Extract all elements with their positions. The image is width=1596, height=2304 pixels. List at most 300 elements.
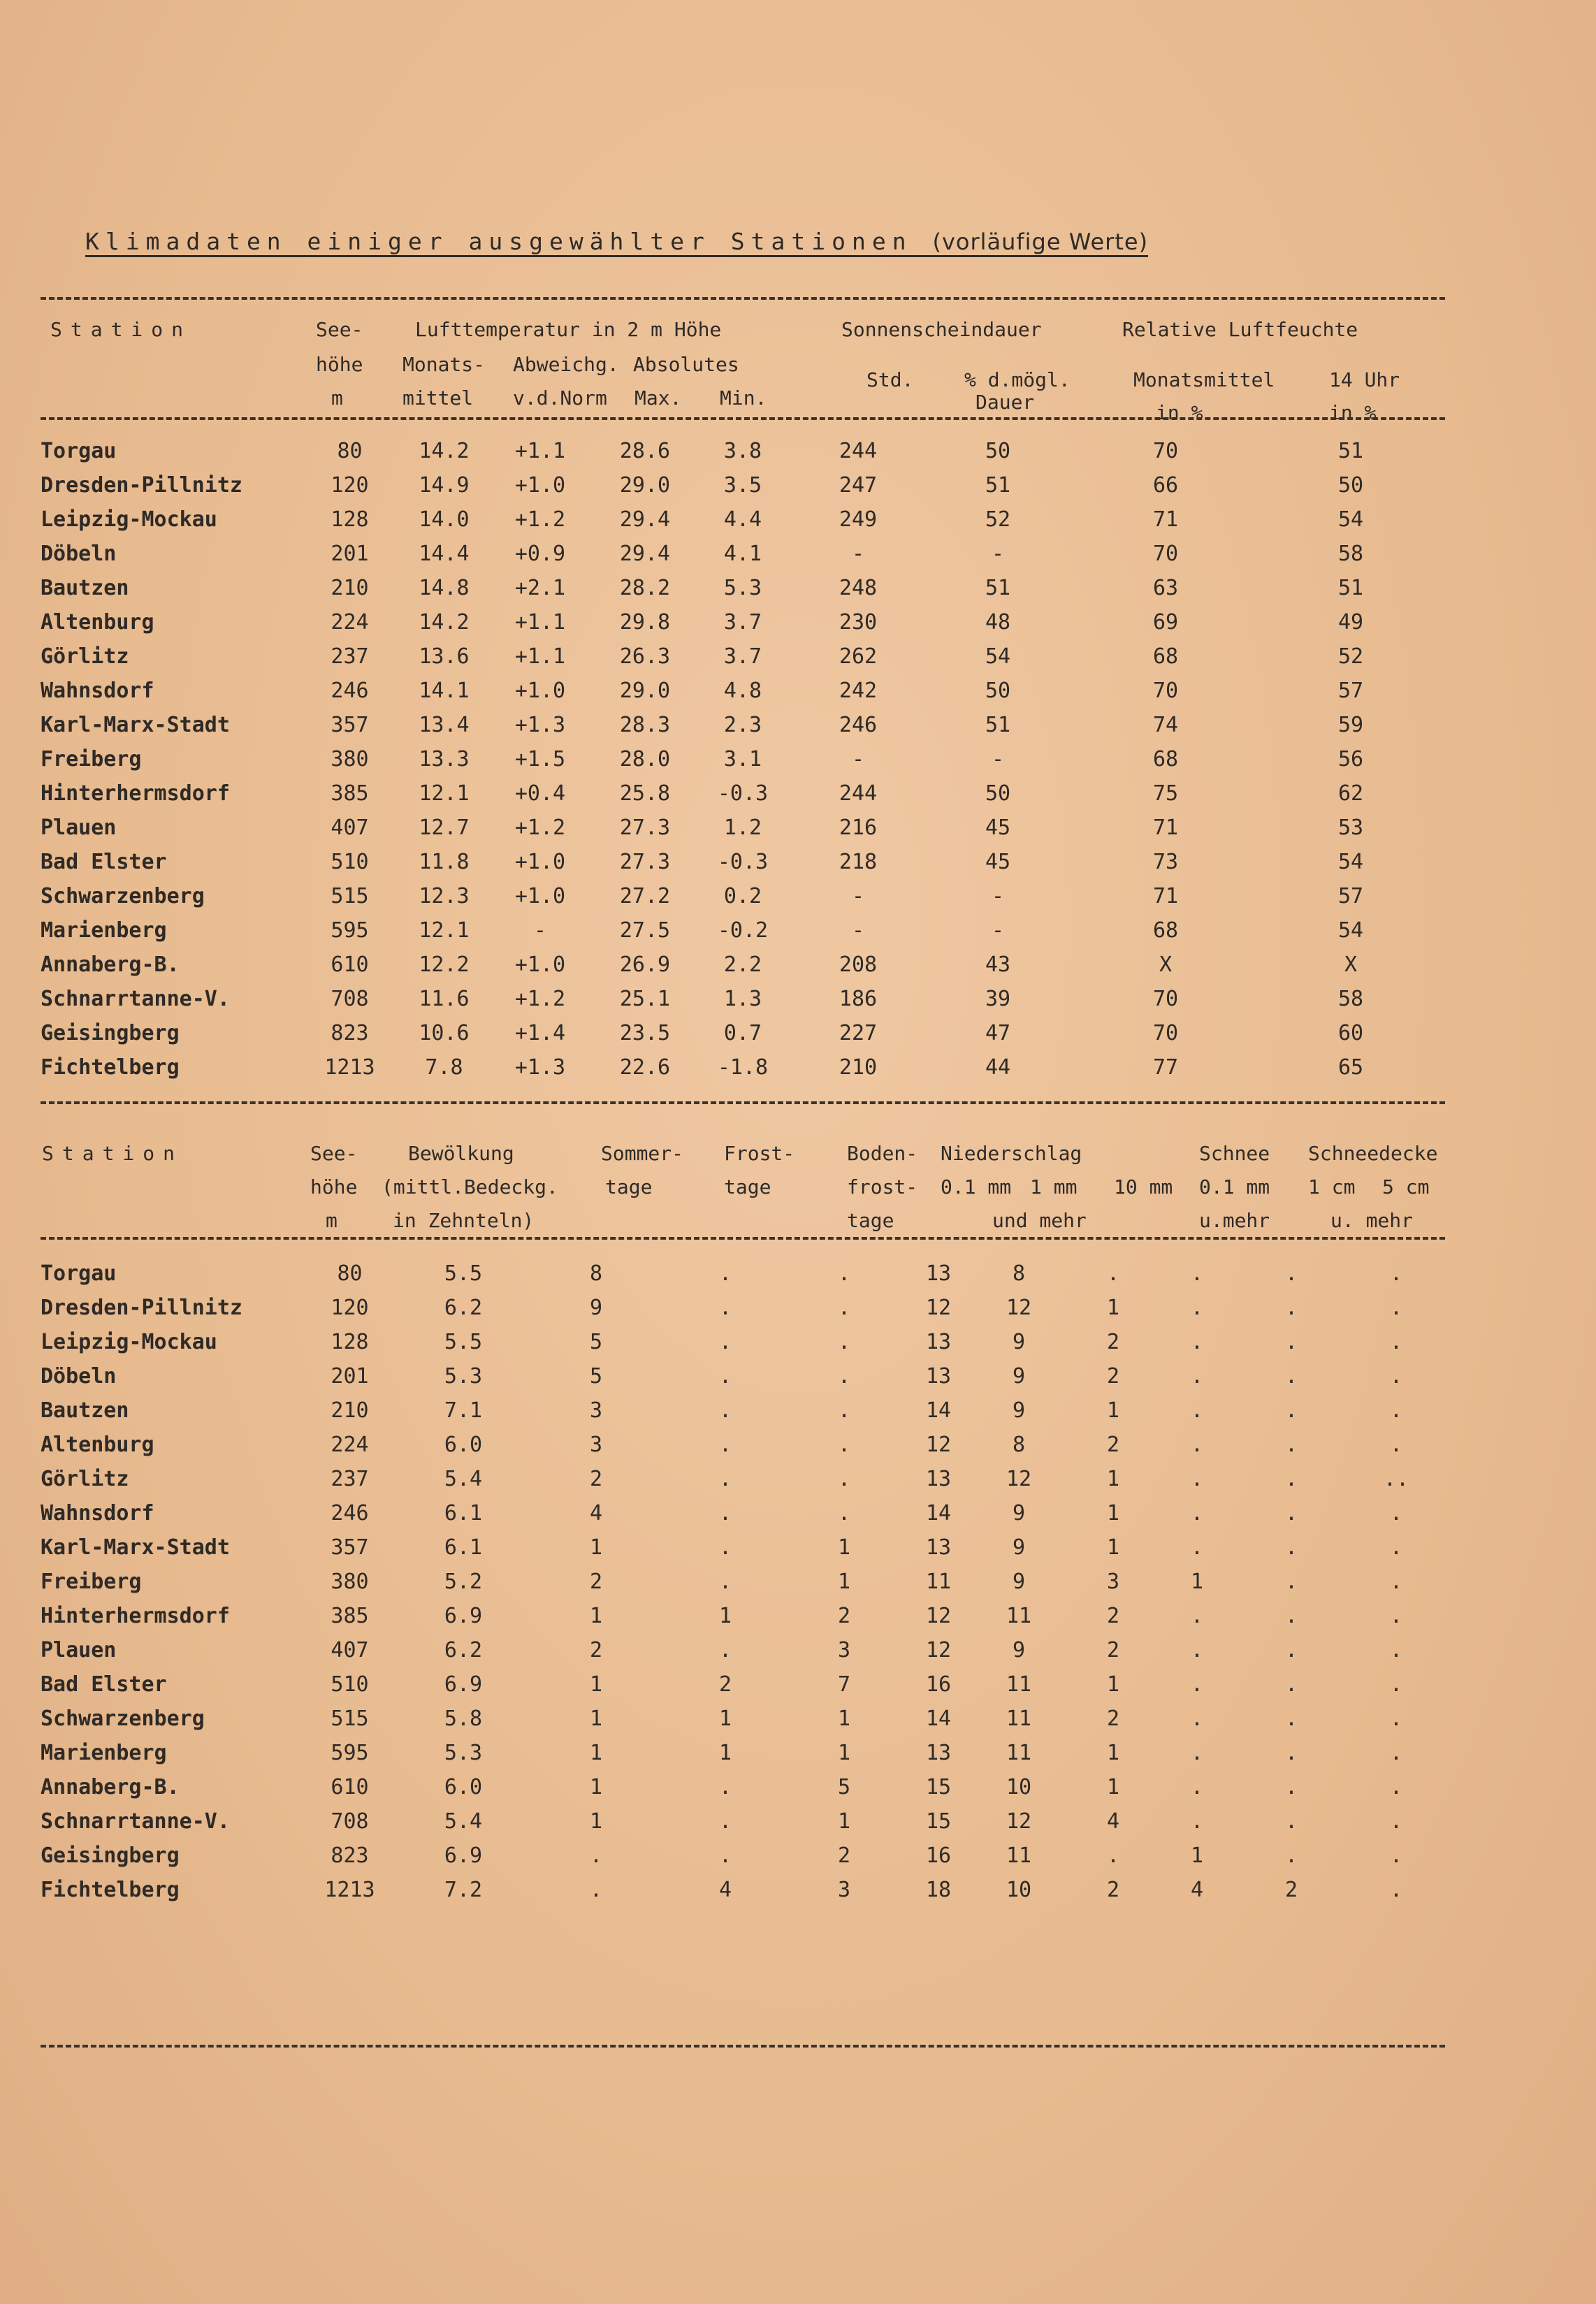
feuchte-14uhr-cell: X <box>1344 952 1358 977</box>
sommertage-cell: . <box>589 1843 603 1868</box>
frosttage-cell: . <box>718 1535 732 1560</box>
station-name-cell: Wahnsdorf <box>41 679 154 703</box>
frosttage-cell: . <box>718 1296 732 1320</box>
abweichung-cell: +0.4 <box>514 781 566 806</box>
schneedecke-5-cell: .. <box>1383 1467 1409 1491</box>
abweichung-cell: +1.0 <box>514 952 566 977</box>
sommertage-cell: 3 <box>589 1398 603 1423</box>
table-row <box>41 1462 1442 1496</box>
rel-feuchte-cell: 66 <box>1152 473 1179 498</box>
station-name-cell: Döbeln <box>41 1364 117 1389</box>
sommertage-cell: 1 <box>589 1604 603 1628</box>
rel-feuchte-cell: X <box>1159 952 1173 977</box>
seehoehe-cell: 823 <box>331 1021 369 1045</box>
seehoehe-cell: 80 <box>337 439 363 463</box>
sonnen-pct-cell: 51 <box>985 473 1011 498</box>
seehoehe-cell: 246 <box>331 679 369 703</box>
sonnen-std-cell: 246 <box>839 713 878 737</box>
max-cell: 29.4 <box>619 507 671 532</box>
rule-top <box>41 297 1445 300</box>
table-row <box>41 571 1438 605</box>
table-row <box>41 845 1438 879</box>
abweichung-cell: +1.0 <box>514 884 566 908</box>
monatsmittel-cell: 13.6 <box>419 644 470 669</box>
rule-t1-header <box>41 417 1445 420</box>
seehoehe-cell: 380 <box>331 747 369 771</box>
feuchte-14uhr-cell: 52 <box>1337 644 1364 669</box>
feuchte-14uhr-cell: 51 <box>1337 439 1364 463</box>
station-name-cell: Bad Elster <box>41 1672 167 1697</box>
seehoehe-cell: 128 <box>331 507 369 532</box>
abweichung-cell: +1.2 <box>514 987 566 1011</box>
nieder-1-cell: 9 <box>1012 1398 1026 1423</box>
t1-absolutes: Absolutes <box>633 353 739 376</box>
seehoehe-cell: 1213 <box>324 1055 375 1080</box>
schnee-cell: . <box>1190 1707 1204 1731</box>
t1-seehoehe-1: See- <box>316 318 363 341</box>
table-row <box>41 1359 1442 1393</box>
station-name-cell: Plauen <box>41 1638 117 1662</box>
table-row <box>41 948 1438 982</box>
table-row <box>41 811 1438 845</box>
station-name-cell: Freiberg <box>41 1570 142 1594</box>
sonnen-pct-cell: 47 <box>985 1021 1011 1045</box>
station-name-cell: Dresden-Pillnitz <box>41 1296 242 1320</box>
schnee-cell: . <box>1190 1741 1204 1765</box>
sonnen-pct-cell: 50 <box>985 439 1011 463</box>
schnee-cell: . <box>1190 1261 1204 1286</box>
seehoehe-cell: 201 <box>331 542 369 566</box>
t2-decke-header: Schneedecke <box>1308 1142 1438 1165</box>
min-cell: 4.1 <box>723 542 762 566</box>
seehoehe-cell: 237 <box>331 644 369 669</box>
nieder-01-cell: 13 <box>925 1535 952 1560</box>
monatsmittel-cell: 12.2 <box>419 952 470 977</box>
t2-frost-1: Frost- <box>724 1142 795 1165</box>
sonnen-std-cell: 249 <box>839 507 878 532</box>
min-cell: 3.8 <box>723 439 762 463</box>
schneedecke-5-cell: . <box>1389 1707 1403 1731</box>
monatsmittel-cell: 14.4 <box>419 542 470 566</box>
seehoehe-cell: 515 <box>331 1707 369 1731</box>
nieder-10-cell: 1 <box>1106 1672 1120 1697</box>
monatsmittel-cell: 12.7 <box>419 816 470 840</box>
monatsmittel-cell: 11.8 <box>419 850 470 874</box>
feuchte-14uhr-cell: 57 <box>1337 679 1364 703</box>
nieder-01-cell: 16 <box>925 1843 952 1868</box>
rule-bottom <box>41 2045 1445 2048</box>
schnee-cell: . <box>1190 1535 1204 1560</box>
t1-station-header: Station <box>50 318 192 341</box>
sommertage-cell: 1 <box>589 1672 603 1697</box>
sommertage-cell: 5 <box>589 1364 603 1389</box>
sommertage-cell: 8 <box>589 1261 603 1286</box>
t2-boden-3: tage <box>847 1209 894 1232</box>
bodenfrost-cell: 1 <box>837 1707 851 1731</box>
sonnen-pct-cell: - <box>991 747 1005 771</box>
min-cell: 3.7 <box>723 644 762 669</box>
schneedecke-1-cell: . <box>1284 1535 1298 1560</box>
min-cell: -0.3 <box>717 850 769 874</box>
schneedecke-5-cell: . <box>1389 1261 1403 1286</box>
nieder-1-cell: 11 <box>1006 1672 1032 1697</box>
min-cell: -0.3 <box>717 781 769 806</box>
abweichung-cell: +2.1 <box>514 576 566 600</box>
nieder-1-cell: 12 <box>1006 1809 1032 1834</box>
rel-feuchte-cell: 77 <box>1152 1055 1179 1080</box>
nieder-1-cell: 11 <box>1006 1741 1032 1765</box>
feuchte-14uhr-cell: 57 <box>1337 884 1364 908</box>
table-row <box>41 605 1438 639</box>
t2-bew-1: Bewölkung <box>408 1142 514 1165</box>
t1-lufttemp-header: Lufttemperatur in 2 m Höhe <box>415 318 722 341</box>
seehoehe-cell: 357 <box>331 713 369 737</box>
sonnen-pct-cell: 48 <box>985 610 1011 635</box>
feuchte-14uhr-cell: 54 <box>1337 918 1364 943</box>
frosttage-cell: . <box>718 1775 732 1799</box>
monatsmittel-cell: 11.6 <box>419 987 470 1011</box>
station-name-cell: Bautzen <box>41 1398 129 1423</box>
abweichung-cell: +1.1 <box>514 644 566 669</box>
bodenfrost-cell: 3 <box>837 1878 851 1902</box>
schnee-cell: . <box>1190 1672 1204 1697</box>
nieder-10-cell: 1 <box>1106 1467 1120 1491</box>
nieder-1-cell: 9 <box>1012 1570 1026 1594</box>
schneedecke-1-cell: . <box>1284 1843 1298 1868</box>
bodenfrost-cell: . <box>837 1433 851 1457</box>
nieder-1-cell: 9 <box>1012 1501 1026 1526</box>
nieder-01-cell: 14 <box>925 1707 952 1731</box>
title-main: Klimadaten einiger ausgewählter Stationen <box>85 228 913 255</box>
feuchte-14uhr-cell: 58 <box>1337 542 1364 566</box>
t1-sonnen-header: Sonnenscheindauer <box>841 318 1042 341</box>
nieder-10-cell: 1 <box>1106 1535 1120 1560</box>
rel-feuchte-cell: 70 <box>1152 542 1179 566</box>
table-row <box>41 1016 1438 1050</box>
sonnen-std-cell: 262 <box>839 644 878 669</box>
monatsmittel-cell: 13.3 <box>419 747 470 771</box>
schnee-cell: . <box>1190 1296 1204 1320</box>
seehoehe-cell: 385 <box>331 1604 369 1628</box>
schnee-cell: . <box>1190 1809 1204 1834</box>
abweichung-cell: +0.9 <box>514 542 566 566</box>
abweichung-cell: - <box>533 918 547 943</box>
station-name-cell: Bad Elster <box>41 850 167 874</box>
feuchte-14uhr-cell: 50 <box>1337 473 1364 498</box>
max-cell: 29.8 <box>619 610 671 635</box>
t2-sommer-2: tage <box>605 1175 653 1198</box>
min-cell: 3.7 <box>723 610 762 635</box>
table1 <box>41 434 1438 1085</box>
t1-std: Std. <box>866 368 914 391</box>
table-row <box>41 1770 1442 1804</box>
monatsmittel-cell: 12.1 <box>419 918 470 943</box>
schneedecke-1-cell: . <box>1284 1330 1298 1354</box>
bewoelkung-cell: 6.2 <box>444 1638 483 1662</box>
nieder-1-cell: 10 <box>1006 1775 1032 1799</box>
seehoehe-cell: 210 <box>331 576 369 600</box>
frosttage-cell: . <box>718 1843 732 1868</box>
nieder-01-cell: 13 <box>925 1741 952 1765</box>
t2-boden-2: frost- <box>847 1175 918 1198</box>
rule-t2-header <box>41 1237 1445 1240</box>
t1-pct-1: % d.mögl. <box>964 368 1071 391</box>
max-cell: 29.0 <box>619 473 671 498</box>
sonnen-pct-cell: 50 <box>985 679 1011 703</box>
bewoelkung-cell: 6.9 <box>444 1604 483 1628</box>
max-cell: 25.1 <box>619 987 671 1011</box>
schneedecke-1-cell: . <box>1284 1707 1298 1731</box>
table-row <box>41 1839 1442 1873</box>
seehoehe-cell: 210 <box>331 1398 369 1423</box>
nieder-1-cell: 8 <box>1012 1261 1026 1286</box>
schneedecke-5-cell: . <box>1389 1364 1403 1389</box>
min-cell: 0.7 <box>723 1021 762 1045</box>
sonnen-std-cell: 208 <box>839 952 878 977</box>
t1-pct-2: Dauer <box>975 391 1035 414</box>
min-cell: 3.1 <box>723 747 762 771</box>
sonnen-std-cell: 216 <box>839 816 878 840</box>
table-row <box>41 1256 1442 1291</box>
nieder-1-cell: 9 <box>1012 1638 1026 1662</box>
t1-monats-2: mittel <box>402 386 474 410</box>
bodenfrost-cell: 1 <box>837 1535 851 1560</box>
rel-feuchte-cell: 68 <box>1152 747 1179 771</box>
schnee-cell: . <box>1190 1501 1204 1526</box>
seehoehe-cell: 510 <box>331 850 369 874</box>
schneedecke-1-cell: . <box>1284 1398 1298 1423</box>
frosttage-cell: . <box>718 1501 732 1526</box>
table-row <box>41 674 1438 708</box>
schneedecke-1-cell: . <box>1284 1261 1298 1286</box>
nieder-01-cell: 18 <box>925 1878 952 1902</box>
nieder-10-cell: 1 <box>1106 1296 1120 1320</box>
sommertage-cell: 2 <box>589 1570 603 1594</box>
abweichung-cell: +1.5 <box>514 747 566 771</box>
station-name-cell: Torgau <box>41 439 117 463</box>
bodenfrost-cell: 3 <box>837 1638 851 1662</box>
nieder-1-cell: 11 <box>1006 1604 1032 1628</box>
rel-feuchte-cell: 70 <box>1152 439 1179 463</box>
monatsmittel-cell: 10.6 <box>419 1021 470 1045</box>
nieder-01-cell: 12 <box>925 1638 952 1662</box>
seehoehe-cell: 380 <box>331 1570 369 1594</box>
seehoehe-cell: 510 <box>331 1672 369 1697</box>
t2-decke-5: 5 cm <box>1382 1175 1430 1198</box>
schneedecke-5-cell: . <box>1389 1501 1403 1526</box>
bodenfrost-cell: . <box>837 1364 851 1389</box>
monatsmittel-cell: 12.1 <box>419 781 470 806</box>
table-row <box>41 1702 1442 1736</box>
schnee-cell: . <box>1190 1330 1204 1354</box>
abweichung-cell: +1.0 <box>514 850 566 874</box>
t2-sommer-1: Sommer- <box>601 1142 684 1165</box>
table-row <box>41 913 1438 948</box>
sonnen-pct-cell: 45 <box>985 850 1011 874</box>
table-row <box>41 434 1438 468</box>
station-name-cell: Görlitz <box>41 1467 129 1491</box>
sommertage-cell: 2 <box>589 1467 603 1491</box>
seehoehe-cell: 357 <box>331 1535 369 1560</box>
bewoelkung-cell: 5.8 <box>444 1707 483 1731</box>
schneedecke-1-cell: . <box>1284 1775 1298 1799</box>
bewoelkung-cell: 5.4 <box>444 1467 483 1491</box>
monatsmittel-cell: 14.2 <box>419 610 470 635</box>
t1-monats-1: Monats- <box>402 353 486 376</box>
max-cell: 29.0 <box>619 679 671 703</box>
schneedecke-1-cell: . <box>1284 1672 1298 1697</box>
nieder-1-cell: 12 <box>1006 1467 1032 1491</box>
sommertage-cell: 5 <box>589 1330 603 1354</box>
table-row <box>41 982 1438 1016</box>
feuchte-14uhr-cell: 53 <box>1337 816 1364 840</box>
t2-bew-2: (mittl.Bedeckg. <box>382 1175 558 1198</box>
frosttage-cell: 1 <box>718 1741 732 1765</box>
bewoelkung-cell: 6.1 <box>444 1501 483 1526</box>
table-row <box>41 1050 1438 1085</box>
nieder-10-cell: 1 <box>1106 1775 1120 1799</box>
schneedecke-5-cell: . <box>1389 1296 1403 1320</box>
sonnen-std-cell: 244 <box>839 439 878 463</box>
station-name-cell: Döbeln <box>41 542 117 566</box>
max-cell: 27.2 <box>619 884 671 908</box>
feuchte-14uhr-cell: 60 <box>1337 1021 1364 1045</box>
nieder-1-cell: 10 <box>1006 1878 1032 1902</box>
bodenfrost-cell: . <box>837 1467 851 1491</box>
nieder-01-cell: 12 <box>925 1433 952 1457</box>
seehoehe-cell: 385 <box>331 781 369 806</box>
schneedecke-5-cell: . <box>1389 1741 1403 1765</box>
seehoehe-cell: 120 <box>331 1296 369 1320</box>
bewoelkung-cell: 6.9 <box>444 1843 483 1868</box>
nieder-10-cell: . <box>1106 1261 1120 1286</box>
bodenfrost-cell: 5 <box>837 1775 851 1799</box>
nieder-10-cell: 4 <box>1106 1809 1120 1834</box>
feuchte-14uhr-cell: 49 <box>1337 610 1364 635</box>
t1-min: Min. <box>720 386 767 410</box>
bodenfrost-cell: . <box>837 1330 851 1354</box>
nieder-1-cell: 9 <box>1012 1330 1026 1354</box>
sonnen-pct-cell: 50 <box>985 781 1011 806</box>
schnee-cell: . <box>1190 1364 1204 1389</box>
feuchte-14uhr-cell: 58 <box>1337 987 1364 1011</box>
t2-seehoehe-3: m <box>326 1209 338 1232</box>
table-row <box>41 708 1438 742</box>
sonnen-std-cell: 248 <box>839 576 878 600</box>
rel-feuchte-cell: 69 <box>1152 610 1179 635</box>
nieder-01-cell: 12 <box>925 1604 952 1628</box>
nieder-01-cell: 16 <box>925 1672 952 1697</box>
abweichung-cell: +1.2 <box>514 507 566 532</box>
bewoelkung-cell: 6.1 <box>444 1535 483 1560</box>
max-cell: 28.0 <box>619 747 671 771</box>
monatsmittel-cell: 14.1 <box>419 679 470 703</box>
rel-feuchte-cell: 68 <box>1152 644 1179 669</box>
nieder-10-cell: 2 <box>1106 1638 1120 1662</box>
table-row <box>41 1496 1442 1530</box>
seehoehe-cell: 1213 <box>324 1878 375 1902</box>
t1-abw-1: Abweichg. <box>513 353 619 376</box>
min-cell: 5.3 <box>723 576 762 600</box>
nieder-10-cell: . <box>1106 1843 1120 1868</box>
frosttage-cell: 1 <box>718 1707 732 1731</box>
table-row <box>41 537 1438 571</box>
rel-feuchte-cell: 71 <box>1152 507 1179 532</box>
schneedecke-5-cell: . <box>1389 1398 1403 1423</box>
rel-feuchte-cell: 71 <box>1152 884 1179 908</box>
seehoehe-cell: 246 <box>331 1501 369 1526</box>
min-cell: -0.2 <box>717 918 769 943</box>
table-row <box>41 879 1438 913</box>
abweichung-cell: +1.0 <box>514 473 566 498</box>
nieder-10-cell: 1 <box>1106 1741 1120 1765</box>
schneedecke-5-cell: . <box>1389 1604 1403 1628</box>
bewoelkung-cell: 6.2 <box>444 1296 483 1320</box>
max-cell: 28.3 <box>619 713 671 737</box>
sommertage-cell: . <box>589 1878 603 1902</box>
sonnen-std-cell: - <box>851 884 865 908</box>
station-name-cell: Torgau <box>41 1261 117 1286</box>
bewoelkung-cell: 5.3 <box>444 1364 483 1389</box>
station-name-cell: Karl-Marx-Stadt <box>41 1535 230 1560</box>
schneedecke-5-cell: . <box>1389 1672 1403 1697</box>
t1-14uhr-pct: in % <box>1329 401 1377 424</box>
abweichung-cell: +1.2 <box>514 816 566 840</box>
max-cell: 28.2 <box>619 576 671 600</box>
station-name-cell: Hinterhermsdorf <box>41 1604 230 1628</box>
seehoehe-cell: 224 <box>331 610 369 635</box>
rel-feuchte-cell: 70 <box>1152 679 1179 703</box>
station-name-cell: Schnarrtanne-V. <box>41 1809 230 1834</box>
sonnen-pct-cell: - <box>991 542 1005 566</box>
table-row <box>41 639 1438 674</box>
rel-feuchte-cell: 63 <box>1152 576 1179 600</box>
title-note: (vorläufige Werte) <box>932 229 1149 255</box>
schneedecke-5-cell: . <box>1389 1809 1403 1834</box>
bewoelkung-cell: 6.0 <box>444 1433 483 1457</box>
station-name-cell: Görlitz <box>41 644 129 669</box>
bewoelkung-cell: 5.5 <box>444 1261 483 1286</box>
schnee-cell: . <box>1190 1467 1204 1491</box>
schneedecke-1-cell: . <box>1284 1570 1298 1594</box>
nieder-1-cell: 9 <box>1012 1364 1026 1389</box>
table-row <box>41 1667 1442 1702</box>
table-row <box>41 1873 1442 1907</box>
monatsmittel-cell: 13.4 <box>419 713 470 737</box>
min-cell: 2.2 <box>723 952 762 977</box>
seehoehe-cell: 595 <box>331 918 369 943</box>
bewoelkung-cell: 7.2 <box>444 1878 483 1902</box>
monatsmittel-cell: 14.8 <box>419 576 470 600</box>
table1-body <box>41 434 1438 1085</box>
sommertage-cell: 9 <box>589 1296 603 1320</box>
t2-seehoehe-2: höhe <box>310 1175 358 1198</box>
station-name-cell: Geisingberg <box>41 1021 180 1045</box>
rel-feuchte-cell: 74 <box>1152 713 1179 737</box>
t2-frost-2: tage <box>724 1175 771 1198</box>
rel-feuchte-cell: 75 <box>1152 781 1179 806</box>
abweichung-cell: +1.1 <box>514 610 566 635</box>
sonnen-std-cell: - <box>851 918 865 943</box>
feuchte-14uhr-cell: 54 <box>1337 507 1364 532</box>
sommertage-cell: 3 <box>589 1433 603 1457</box>
station-name-cell: Altenburg <box>41 1433 154 1457</box>
station-name-cell: Annaberg-B. <box>41 1775 180 1799</box>
station-name-cell: Altenburg <box>41 610 154 635</box>
station-name-cell: Plauen <box>41 816 117 840</box>
sommertage-cell: 1 <box>589 1535 603 1560</box>
bewoelkung-cell: 6.0 <box>444 1775 483 1799</box>
